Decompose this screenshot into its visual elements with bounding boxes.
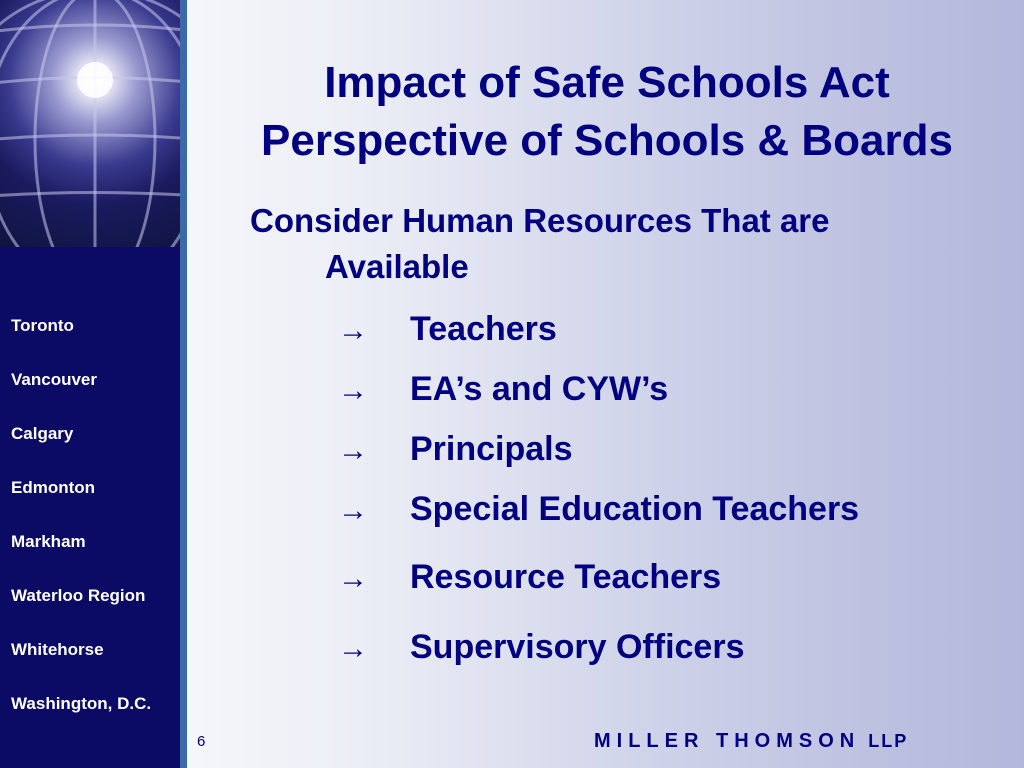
- office-item: Toronto: [11, 316, 74, 335]
- arrow-right-icon: →: [338, 314, 368, 347]
- subtitle-line-2: Available: [325, 248, 469, 285]
- bullet-item: [338, 625, 744, 669]
- bullet-text: Principals: [410, 430, 573, 468]
- arrow-right-icon: →: [338, 632, 368, 665]
- firm-logo-text: [594, 730, 908, 753]
- office-list: [11, 316, 151, 748]
- globe-grid-graphic: [0, 0, 180, 247]
- bullet-text: Special Education Teachers: [410, 490, 860, 528]
- bullet-item: [338, 487, 859, 531]
- arrow-right-icon: →: [338, 374, 368, 407]
- arrow-right-icon: →: [338, 562, 368, 595]
- bullet-item: [338, 555, 721, 599]
- slide-subtitle: [250, 198, 830, 290]
- sidebar: [0, 0, 180, 768]
- office-item: Washington, D.C.: [11, 694, 152, 713]
- firm-suffix: LLP: [868, 731, 909, 751]
- bullet-text: Resource Teachers: [410, 558, 722, 596]
- title-line-2: Perspective of Schools & Boards: [261, 116, 953, 165]
- office-item: Markham: [11, 532, 86, 551]
- bullet-text: Supervisory Officers: [410, 628, 745, 666]
- sidebar-divider: [180, 0, 187, 768]
- title-line-1: Impact of Safe Schools Act: [324, 58, 890, 107]
- bullet-item: [338, 367, 668, 411]
- bullet-item: [338, 427, 573, 471]
- slide-title: [190, 54, 1024, 170]
- bullet-item: [338, 307, 557, 351]
- page-number: 6: [197, 733, 206, 750]
- office-item: Edmonton: [11, 478, 96, 497]
- office-item: Whitehorse: [11, 640, 104, 659]
- office-item: Calgary: [11, 424, 74, 443]
- office-item: Waterloo Region: [11, 586, 146, 605]
- arrow-right-icon: →: [338, 494, 368, 527]
- bullet-text: EA’s and CYW’s: [410, 370, 669, 408]
- bullet-text: Teachers: [410, 310, 557, 348]
- office-item: Vancouver: [11, 370, 97, 389]
- subtitle-line-1: Consider Human Resources That are: [250, 202, 830, 239]
- firm-name: MILLER THOMSON: [594, 730, 861, 752]
- globe-image: [0, 0, 180, 247]
- arrow-right-icon: →: [338, 434, 368, 467]
